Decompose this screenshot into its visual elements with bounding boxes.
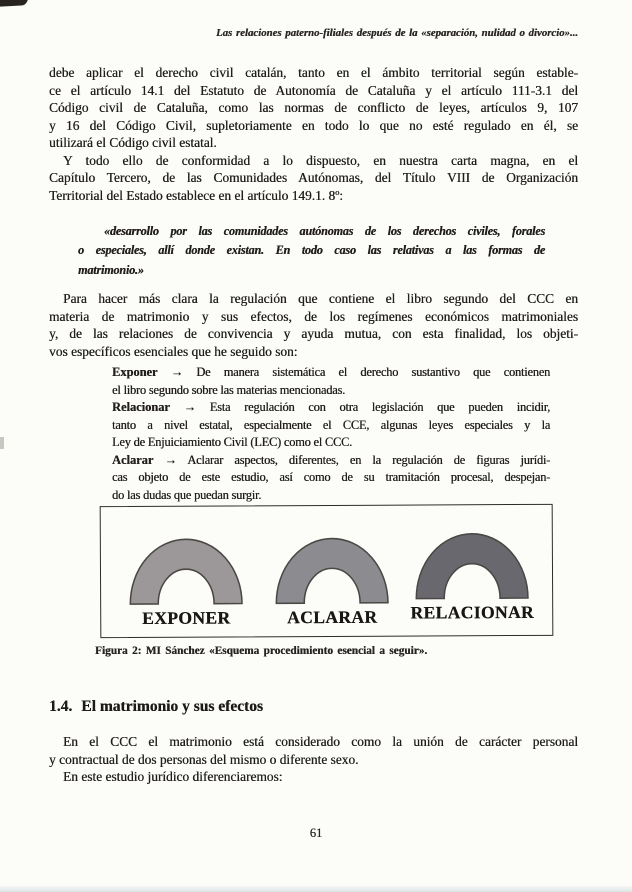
- paragraph-matrimonio: En el CCC el matrimonio está considerado como la unión de carácter personal y contractual de dos personas del mismo o diferente sexo.: [49, 734, 578, 767]
- scan-smudge: [0, 0, 28, 7]
- paragraph-carta-magna: Y todo ello de conformidad a lo dispuesto, en nuestra carta magna, en el Capítulo Tercero, de las Comunidades Autónomas, del Título VIII de Organización Territorial del Estado establece en el artículo 149.1. 8º:: [49, 152, 578, 203]
- figure-label-relacionar: RELACIONAR: [410, 602, 535, 623]
- running-header: Las relaciones paterno-filiales después de la «separación, nulidad o divorcio»...: [216, 27, 578, 39]
- arch-icon-exponer: [128, 529, 244, 607]
- paragraph-estudio: En este estudio jurídico diferenciaremos:: [63, 769, 283, 785]
- figure-item-aclarar: [257, 506, 408, 629]
- arch-icon-aclarar: [274, 528, 390, 606]
- figure-label-aclarar: ACLARAR: [287, 606, 378, 628]
- figure-box: [100, 504, 554, 638]
- objective-exponer: Exponer → De manera sistemática el derecho sustantivo que contienen el libro segundo sobre las materias mencionadas.: [112, 365, 550, 397]
- objective-relacionar: Relacionar → Esta regulación con otra legislación que pueden incidir, tanto a nivel estatal, especialmente el CCE, algunas leyes especiales y la Ley de Enjuiciamiento Civil (LEC) como el CCC.: [112, 400, 550, 450]
- objective-aclarar: Aclarar → Aclarar aspectos, diferentes, en la regulación de figuras jurídi- cas objeto de este estudio, así como de su tramitación procesal, despejan- do las dudas que puedan surgir.: [112, 452, 550, 502]
- blockquote-articulo-149: «desarrollo por las comunidades autónomas de los derechos civiles, forales o especiales, allí donde existan. En todo caso las relativas a las formas de matrimonio.»: [78, 224, 545, 277]
- paragraph-objetivos-intro: Para hacer más clara la regulación que contiene el libro segundo del CCC en materia de matrimonio y sus efectos, de los regímenes económicos matrimoniales y, de las relaciones de convivencia y ayuda mutua, con esta finalidad, los objeti- vos específicos esenciales que he seguido son:: [49, 291, 578, 359]
- scan-edge-shadow: [0, 886, 632, 892]
- figure-caption: Figura 2: MI Sánchez «Esquema procedimiento esencial a seguir».: [95, 645, 428, 658]
- paragraph-derecho-catalan: debe aplicar el derecho civil catalán, tanto en el ámbito territorial según estable- ce el artículo 14.1 del Estatuto de Autonomía de Cataluña y el artículo 111-3.1 del Código civil de Cataluña, como las normas de conflicto de leyes, artículos 9, 107 y 16 del Código Civil, supletoriamente en todo lo que no esté regulado en él, se utilizará el Código civil estatal.: [49, 65, 578, 150]
- section-heading: [49, 697, 578, 716]
- page-number: 61: [309, 826, 323, 840]
- scan-speckle: [0, 437, 4, 449]
- text-column: [49, 0, 578, 786]
- objectives-list: [112, 364, 550, 504]
- arch-icon-relacionar: [414, 523, 530, 601]
- figure-item-exponer: [111, 507, 262, 630]
- section-number: 1.4.: [49, 698, 73, 716]
- figure-item-relacionar: [397, 505, 548, 624]
- section-title: El matrimonio y sus efectos: [81, 698, 263, 716]
- figure-label-exponer: EXPONER: [142, 607, 231, 629]
